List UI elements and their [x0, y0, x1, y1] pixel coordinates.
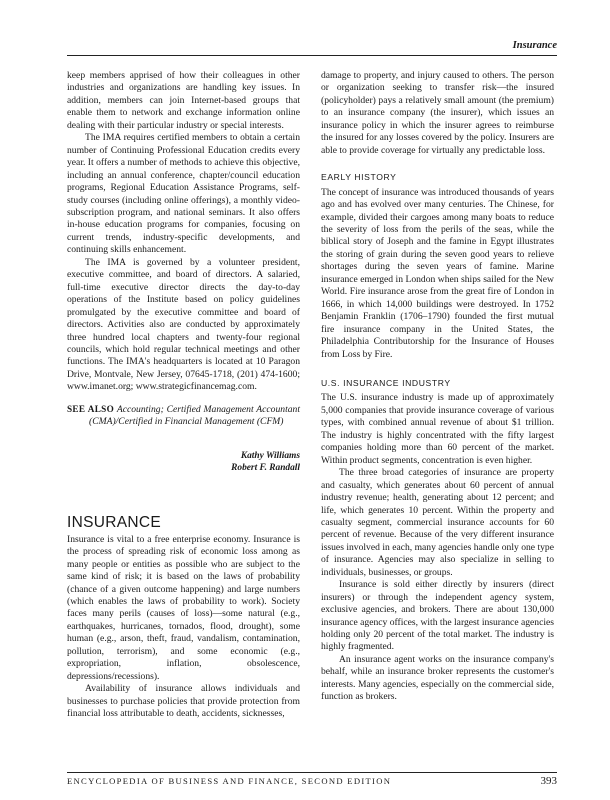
see-also: [67, 403, 300, 429]
author-name: Robert F. Randall: [231, 462, 300, 473]
paragraph: The IMA is governed by a volunteer president, executive committee, and board of directors. A salaried, full-time executive director directs the day-to-day operations of the Institute based on policy guidelines promulgated by the executive committee and board of directors. Activities also are conducted by approximately three hundred local chapters and twenty-four regional councils, which hold regular technical meetings and other functions. The IMA's headquarters is located at 10 Paragon Drive, Montvale, New Jersey, 07645-1718, (201) 474-1600; www.imanet.org; www.strategicfinancemag.com.: [67, 256, 300, 393]
publication-title: ENCYCLOPEDIA OF BUSINESS AND FINANCE, SECOND EDITION: [67, 776, 392, 786]
paragraph: Insurance is sold either directly by insurers (direct insurers) or through the independent agency system, exclusive agencies, and brokers. There are about 130,000 insurance agency offices, with the largest insurance agencies holding only 20 percent of the total market. The industry is highly fragmented.: [321, 579, 554, 653]
author-name: Kathy Williams: [240, 450, 300, 461]
page-number: 393: [540, 775, 557, 787]
footer-rule: [67, 772, 557, 773]
section-heading: EARLY HISTORY: [321, 172, 397, 183]
paragraph: Availability of insurance allows individuals and businesses to purchase policies that provide protection from financial loss attributable to death, accidents, sicknesses,: [67, 683, 300, 720]
paragraph: damage to property, and injury caused to others. The person or organization seeking to transfer risk—the insured (policyholder) pays a relatively small amount (the premium) to an insurance company (the insurer), which issues an insurance policy in which the insurer agrees to reimburse the insured for any losses covered by the policy. Insurers are able to provide coverage for virtually any predictable loss.: [321, 70, 554, 156]
paragraph: Insurance is vital to a free enterprise economy. Insurance is the process of spreading risk of economic loss among as many people or entities as possible who are subject to the same kind of risk; it is based on the laws of probability (chance of a given outcome happening) and large numbers (which enables the laws of probability to work). Society faces many perils (causes of loss)—some natural (e.g., earthquakes, hurricanes, tornados, flood, drought), some human (e.g., arson, theft, fraud, vandalism, contamination, pollution, terrorism), and some economic (e.g., expropriation, inflation, obsolescence, depressions/recessions).: [67, 533, 300, 682]
article-title: INSURANCE: [67, 513, 161, 531]
paragraph: An insurance agent works on the insurance company's behalf, while an insurance broker represents the customer's interests. Many agencies, especially on the commercial side, function as brokers.: [321, 653, 554, 703]
paragraph: The concept of insurance was introduced thousands of years ago and has evolved over many centuries. The Chinese, for example, divided their cargoes among many boats to reduce the severity of loss from the perils of the seas, while the biblical story of Joseph and the famine in Egypt illustrates the storing of grain during the seven good years to relieve shortages during the seven years of famine. Marine insurance emerged in London when ships sailed for the New World. Fire insurance arose from the great fire of London in 1666, in which 14,000 buildings were destroyed. In 1752 Benjamin Franklin (1706–1790) founded the first mutual fire insurance company in the United States, the Philadelphia Contributorship for the Insurance of Houses from Loss by Fire.: [321, 186, 554, 360]
section-heading: U.S. INSURANCE INDUSTRY: [321, 377, 451, 388]
see-also-label: SEE ALSO: [67, 403, 115, 414]
see-also-refs: Accounting; Certified Management Accountant (CMA)/Certified in Financial Management (CFM): [89, 403, 301, 428]
author-block: [67, 450, 300, 474]
paragraph: The U.S. insurance industry is made up of approximately 5,000 companies that provide insurance coverage of various types, with combined annual revenue of about $1 trillion. The industry is highly concentrated with the fifty largest companies holding more than 60 percent of the market. Within product segments, concentration is even higher.: [321, 392, 554, 466]
header-rule: [67, 55, 557, 56]
right-column: [321, 70, 554, 704]
paragraph: The three broad categories of insurance are property and casualty, which generates about 60 percent of annual industry revenue; health, generating about 12 percent; and life, which generates 10 percent. Within the property and casualty segment, commercial insurance accounts for 60 percent of revenue. Because of the very different insurance issues involved in each, many agencies handle only one type of insurance. Agencies may also specialize in selling to individuals, businesses, or groups.: [321, 467, 554, 578]
paragraph: The IMA requires certified members to obtain a certain number of Continuing Professional Education credits every year. It offers a number of methods to achieve this objective, including an annual conference, chapter/council education programs, Regional Education Assistance Programs, self-study courses (including online offerings), a monthly video-subscription program, and national seminars. It also offers in-house education programs for companies, focusing on current trends, industry-specific developments, and continuing skills enhancement.: [67, 132, 300, 256]
left-column: [67, 70, 300, 720]
running-head: Insurance: [512, 40, 557, 51]
paragraph: keep members apprised of how their colleagues in other industries and organizations are handling key issues. In addition, members can join Internet-based groups that enable them to network and exchange information online dealing with their particular industry or special interests.: [67, 70, 300, 131]
